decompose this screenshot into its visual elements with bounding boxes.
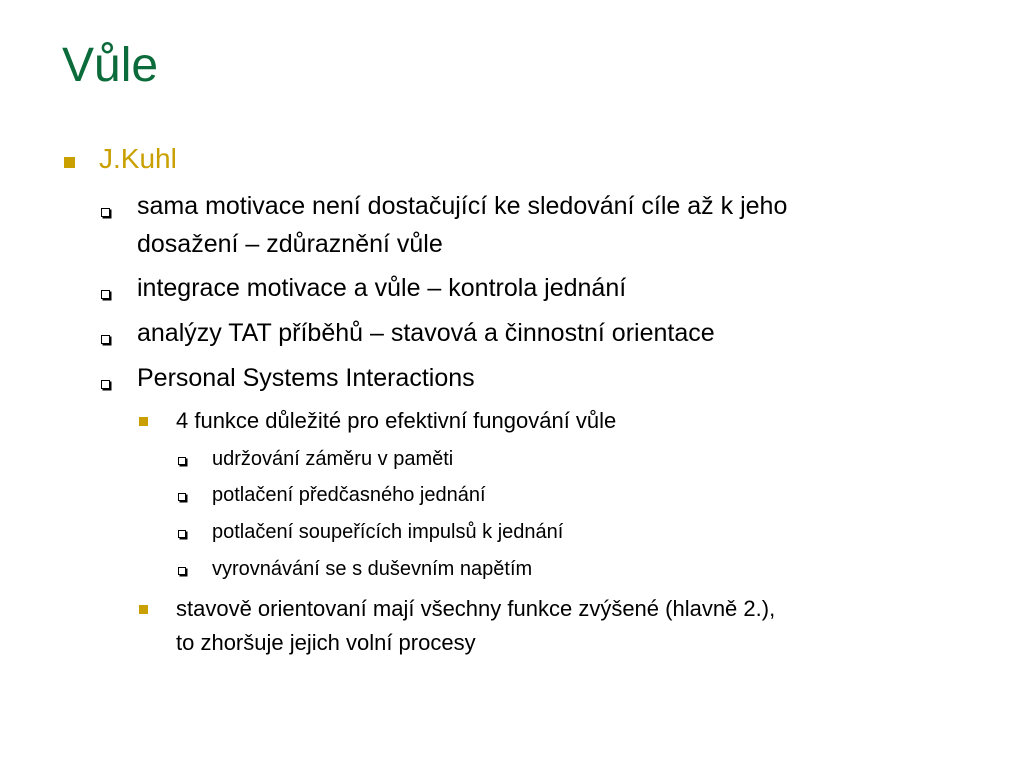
filled-square-bullet-icon xyxy=(139,605,148,614)
hollow-square-bullet-icon xyxy=(178,530,186,538)
bullet-text-line: integrace motivace a vůle – kontrola jednání xyxy=(137,274,627,302)
hollow-square-bullet-icon xyxy=(178,457,186,465)
bullet-text-line: analýzy TAT příběhů – stavová a činnostní orientace xyxy=(137,319,715,347)
slide-title: Vůle xyxy=(62,39,159,92)
filled-square-bullet-icon xyxy=(64,157,75,168)
bullet-text-line: vyrovnávání se s duševním napětím xyxy=(212,558,533,580)
bullet-text-line: Personal Systems Interactions xyxy=(137,364,475,392)
hollow-square-bullet-icon xyxy=(178,567,186,575)
bullet-text-line: stavově orientovaní mají všechny funkce zvýšené (hlavně 2.), xyxy=(176,596,776,621)
bullet-text-line: potlačení soupeřících impulsů k jednání xyxy=(212,521,564,543)
bullet-text-line: 4 funkce důležité pro efektivní fungování vůle xyxy=(176,408,617,433)
bullet-text-line: dosažení – zdůraznění vůle xyxy=(137,230,443,258)
bullet-text-line: sama motivace není dostačující ke sledování cíle až k jeho xyxy=(137,192,788,220)
hollow-square-bullet-icon xyxy=(101,290,110,299)
hollow-square-bullet-icon xyxy=(178,493,186,501)
bullet-text-line: udržování záměru v paměti xyxy=(212,448,454,470)
bullet-text: J.Kuhl xyxy=(99,143,177,174)
hollow-square-bullet-icon xyxy=(101,380,110,389)
bullet-text-line: potlačení předčasného jednání xyxy=(212,484,486,506)
filled-square-bullet-icon xyxy=(139,417,148,426)
hollow-square-bullet-icon xyxy=(101,335,110,344)
hollow-square-bullet-icon xyxy=(101,208,110,217)
bullet-text-line: to zhoršuje jejich volní procesy xyxy=(176,630,476,655)
